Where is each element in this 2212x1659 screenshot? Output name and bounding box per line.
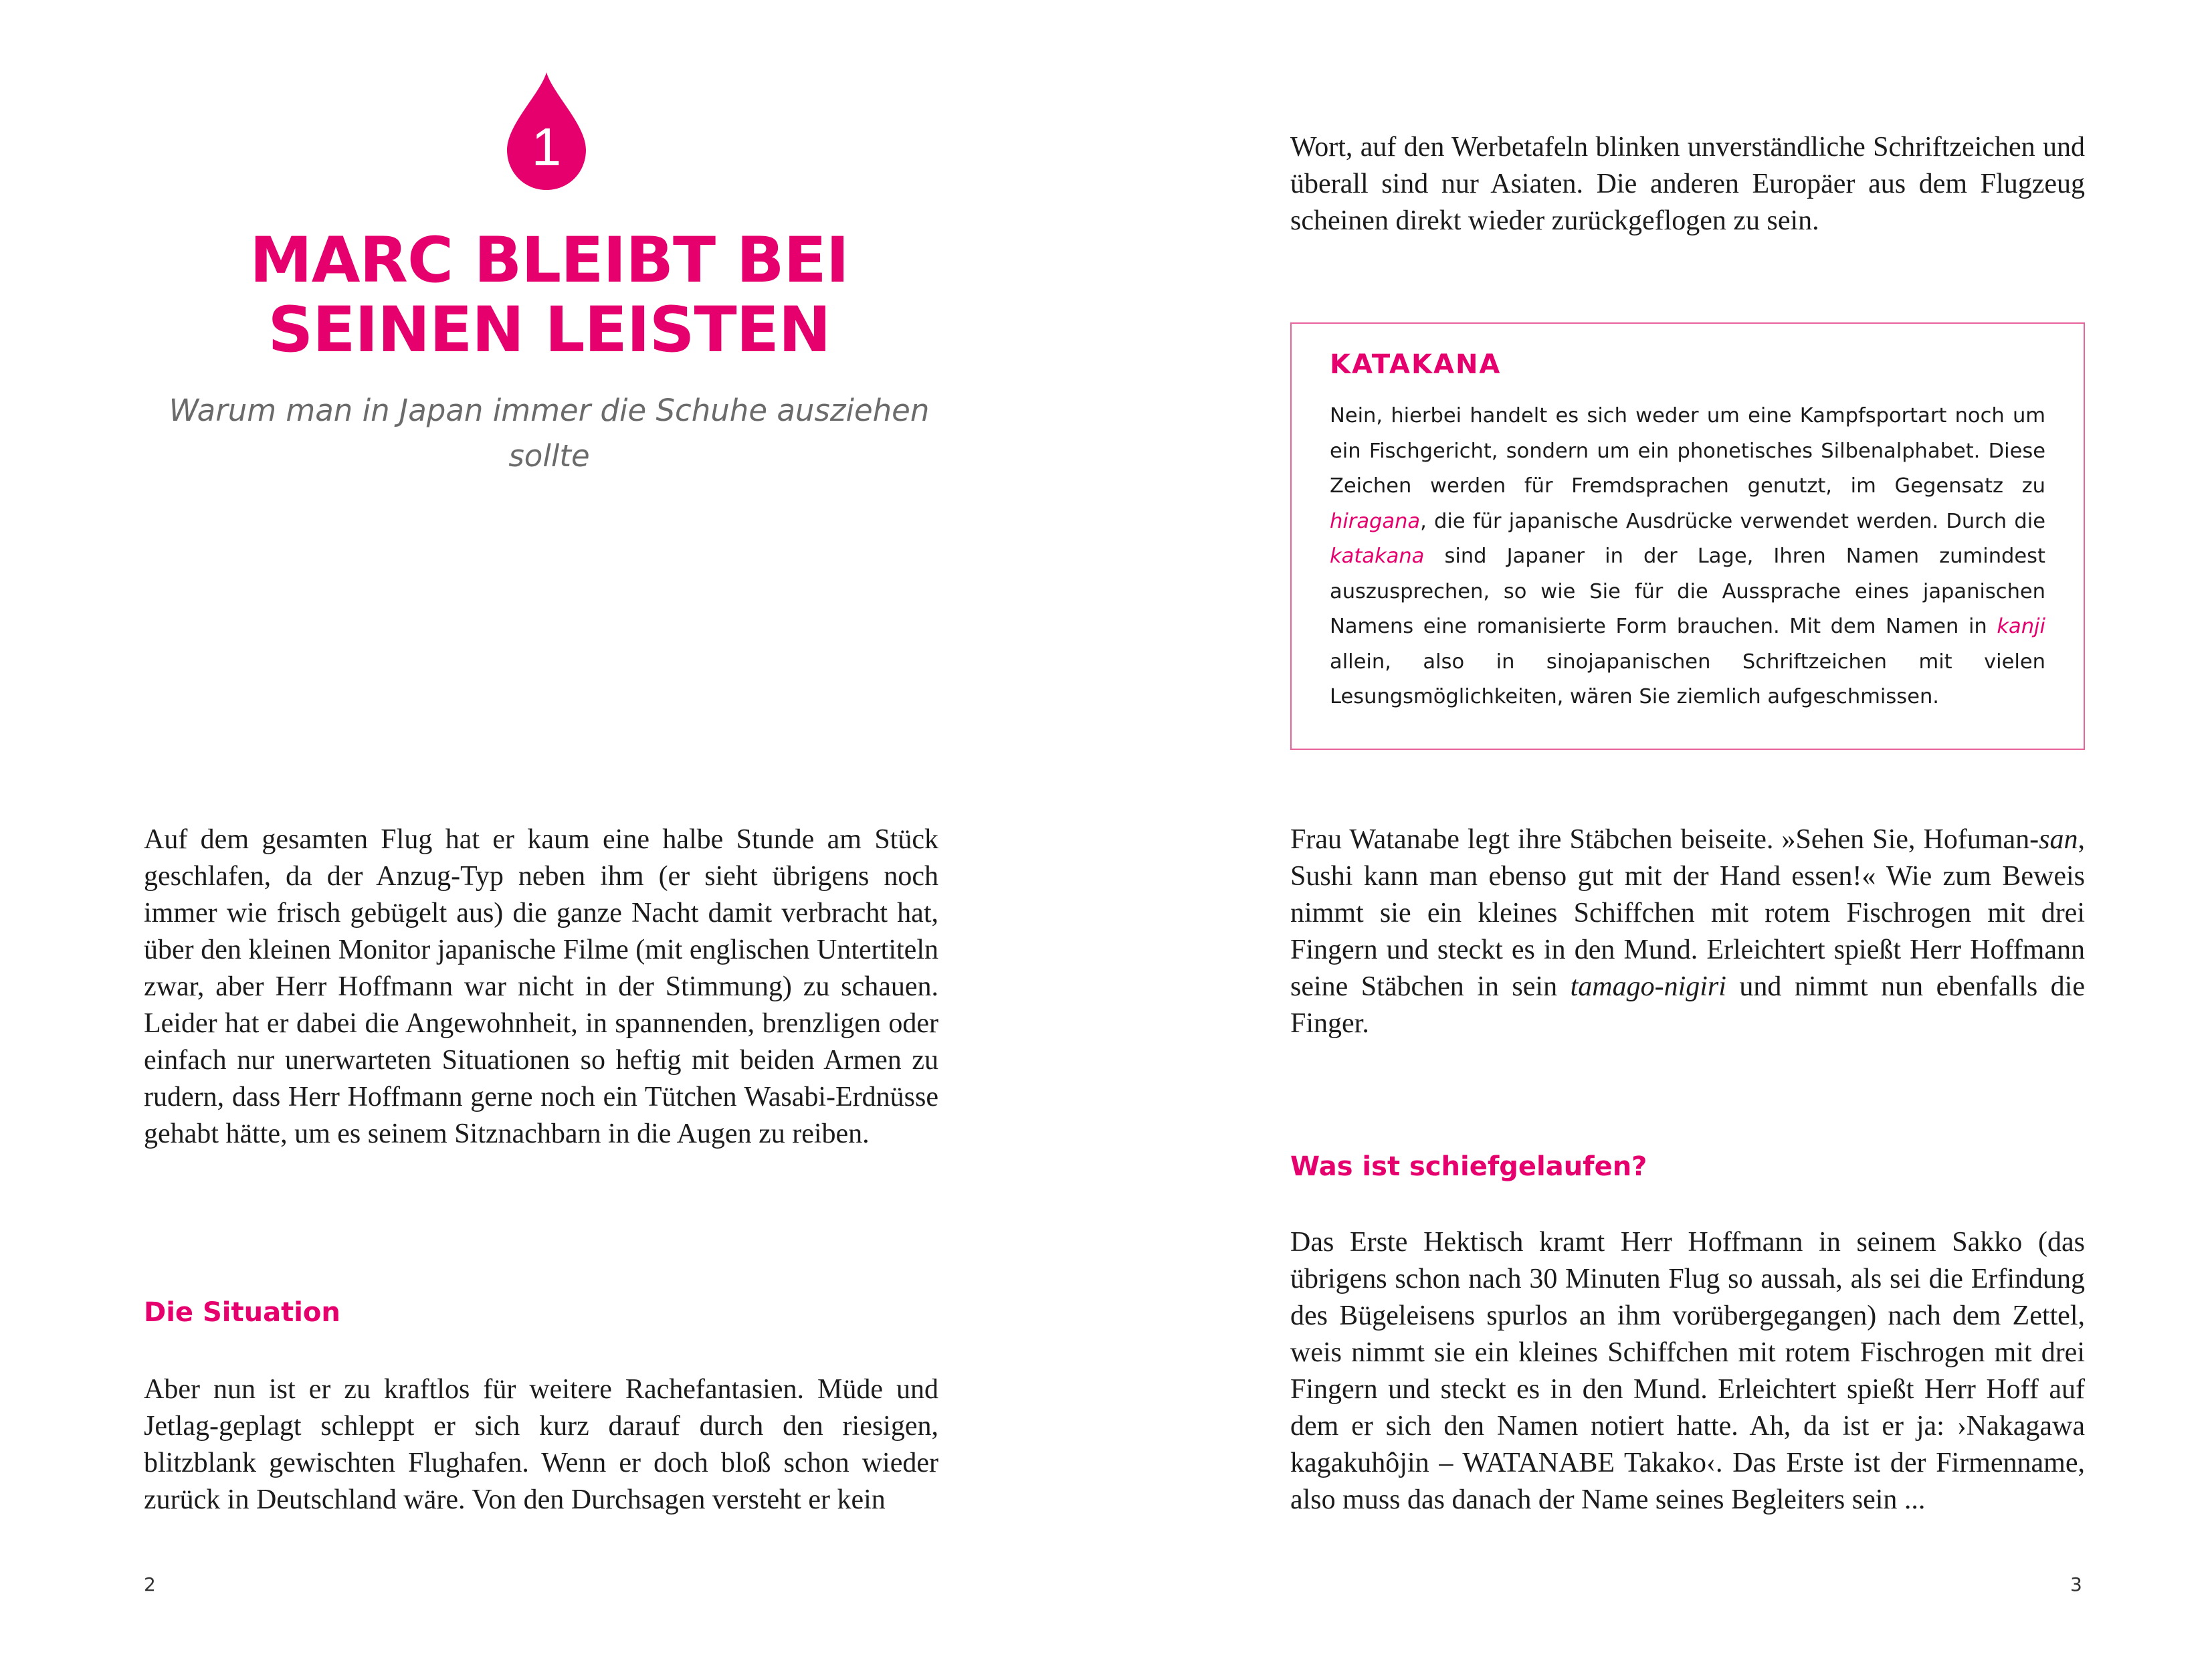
chapter-subtitle: Warum man in Japan immer die Schuhe ausziehen sollte bbox=[169, 393, 930, 474]
term-hiragana: hiragana bbox=[1330, 509, 1421, 533]
drop-icon bbox=[507, 72, 586, 190]
right-page bbox=[1106, 0, 2212, 1659]
infobox-text: Nein, hierbei handelt es sich weder um eine Kampfsportart noch um ein Fischgericht, sondern um ein phonetisches Silbenalphabet. Diese Zeichen werden für Fremdsprachen genutzt, im Gegensatz zu hiragana, die für japanische Ausdrücke verwendet werden. Durch die katakana sind Japaner in der Lage, Ihren Namen zumindest auszusprechen, so wie Sie für die Aussprache eines japanischen Namens eine romanisierte Form brauchen. Mit dem Namen in kanji allein, also in sinojapanischen Schriftzeichen mit vielen Lesungsmöglichkeiten, wären Sie ziemlich aufgeschmissen. bbox=[1330, 404, 2045, 708]
situation-paragraph: Aber nun ist er zu kraftlos für weitere Rachefantasien. Müde und Jetlag-geplagt schleppt er sich kurz darauf durch den riesigen, blitzblank gewischten Flughafen. Wenn er doch bloß schon wieder zurück in Deutschland wäre. Von den Durchsagen versteht er kein bbox=[144, 1374, 938, 1515]
dialog-paragraph: Frau Watanabe legt ihre Stäbchen beiseite. »Sehen Sie, Hofuman-san, Sushi kann man ebenso gut mit der Hand essen!« Wie zum Beweis nimmt sie ein kleines Schiffchen mit rotem Fischrogen mit drei Fingern und steckt es in den Mund. Erleichtert spießt Herr Hoffmann seine Stäbchen in sein tamago-nigiri und nimmt nun ebenfalls die Finger. bbox=[1290, 824, 2085, 1039]
chapter-title: MARC BLEIBT BEI SEINEN LEISTEN bbox=[249, 224, 849, 367]
infobox-title: KATAKANA bbox=[1330, 349, 1502, 380]
term-kanji: kanji bbox=[1997, 615, 2045, 638]
page-number-left: 2 bbox=[144, 1573, 156, 1595]
section-heading-problem: Was ist schiefgelaufen? bbox=[1290, 1151, 1647, 1182]
katakana-infobox bbox=[1290, 322, 2085, 750]
term-san: san bbox=[2039, 824, 2078, 855]
analysis-paragraph: Das Erste Hektisch kramt Herr Hoffmann in seinem Sakko (das übrigens schon nach 30 Minuten Flug so aussah, als sei die Erfindung des Bügeleisens spurlos an ihm vorübergegangen) nach dem Zettel, weis nimmt sie ein kleines Schiffchen mit rotem Fischrogen mit drei Fingern und steckt es in den Mund. Erleichtert spießt Herr Hoff auf dem er sich den Namen notiert hatte. Ah, da ist er ja: ›Nakagawa kagakuhôjin – WATANABE Takako‹. Das Erste ist der Firmenname, also muss das danach der Name seines Begleiters sein ... bbox=[1290, 1227, 2085, 1515]
continuation-paragraph: Wort, auf den Werbetafeln blinken unverständliche Schriftzeichen und überall sind nur Asiaten. Die anderen Europäer aus dem Flugzeug scheinen direkt wieder zurückgeflogen zu sein. bbox=[1290, 132, 2085, 236]
page-number-right: 3 bbox=[2070, 1573, 2082, 1595]
term-tamago-nigiri: tamago-nigiri bbox=[1570, 971, 1726, 1002]
intro-paragraph: Auf dem gesamten Flug hat er kaum eine halbe Stunde am Stück geschlafen, da der Anzug-Typ neben ihm (er sieht übrigens noch immer wie frisch gebügelt aus) die ganze Nacht damit verbracht hat, über den kleinen Monitor japanische Filme (mit englischen Untertiteln zwar, aber Herr Hoffmann war nicht in der Stimmung) zu schauen. Leider hat er dabei die Angewohnheit, in spannenden, brenzligen oder einfach nur unerwarteten Situationen so heftig mit beiden Armen zu rudern, dass Herr Hoffmann gerne noch ein Tütchen Wasabi-Erdnüsse gehabt hätte, um es seinem Sitznachbarn in die Augen zu reiben. bbox=[144, 824, 938, 1149]
chapter-number: 1 bbox=[531, 117, 562, 177]
term-katakana: katakana bbox=[1330, 545, 1425, 568]
section-heading-situation: Die Situation bbox=[144, 1297, 340, 1328]
